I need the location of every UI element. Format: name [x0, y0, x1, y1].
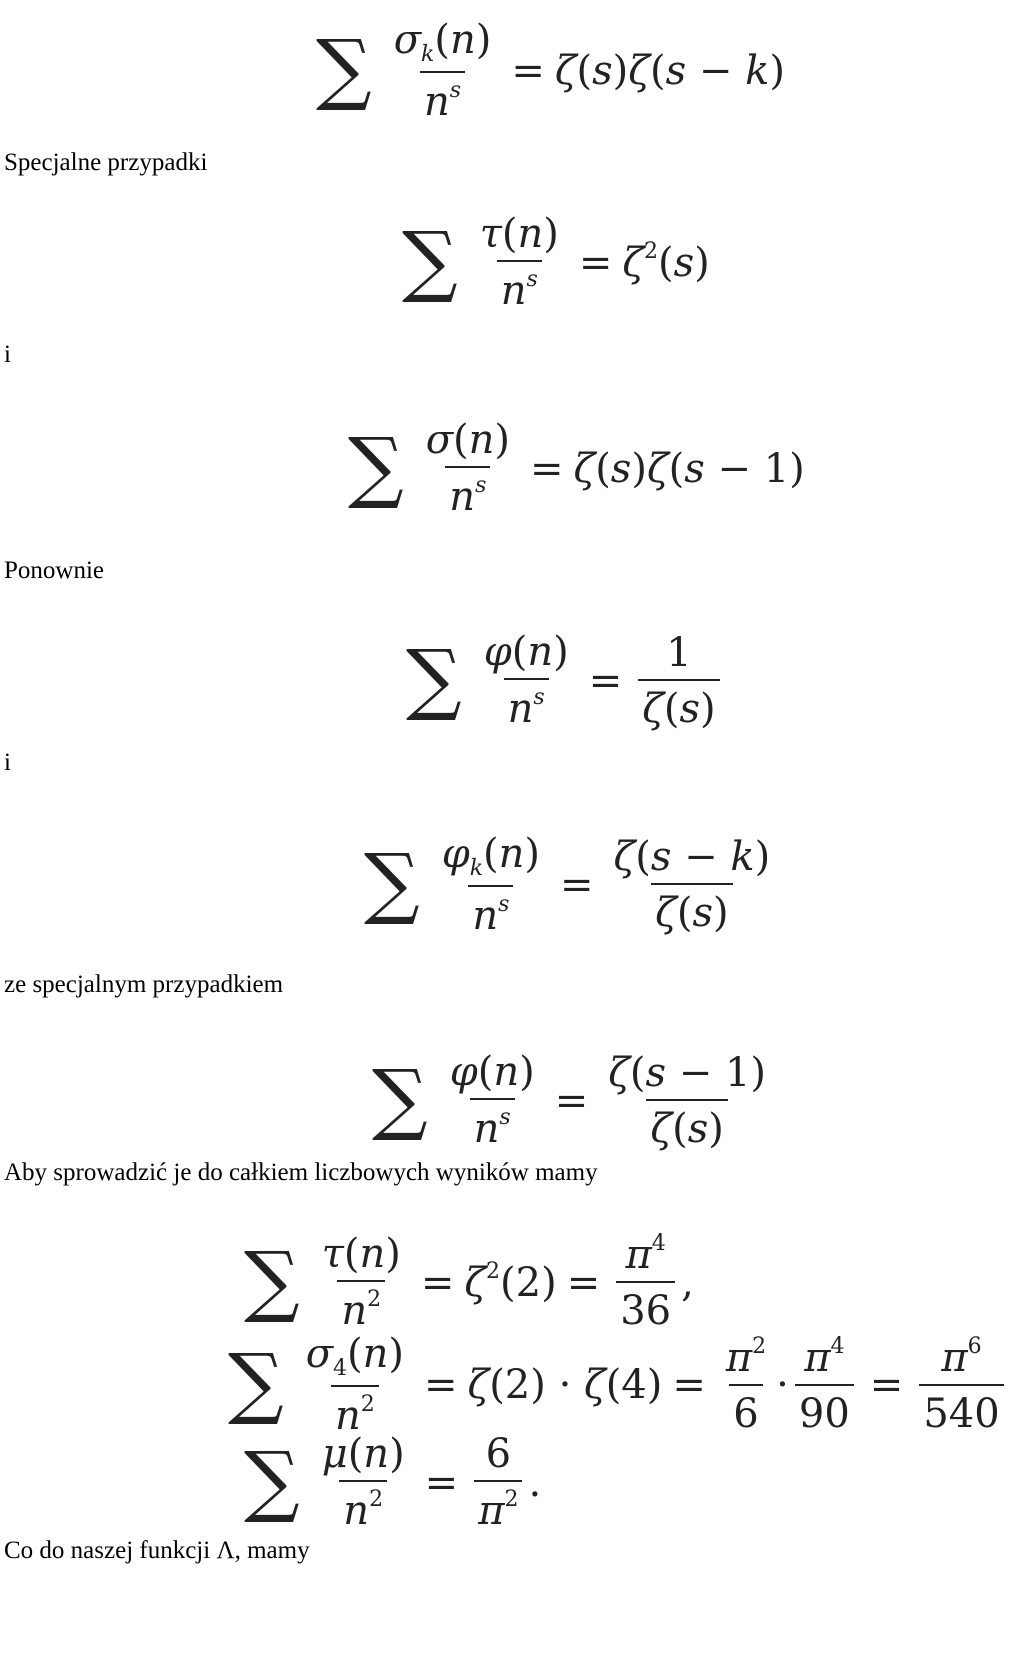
summation-icon: ∑ [402, 215, 458, 306]
equation-5: ∑ $\frac{\varphi_k(n)}{n^s}$ = $\frac{\zeta(s - k)}{\zeta(s)}$ [364, 832, 780, 938]
equation-3: ∑ $\frac{\sigma(n)}{n^s}$ = ζ(s)ζ(s − 1) [348, 417, 805, 520]
fraction: $\frac{\zeta(s - k)}{\zeta(s)}$ [613, 834, 771, 937]
fraction: $\frac{\mu(n)}{n^2}$ [321, 1431, 405, 1534]
paragraph-and-1: i [4, 341, 11, 368]
equation-9: ∑ $\frac{\mu(n)}{n^2}$ = $\frac{6}{\pi^2}$ . [244, 1431, 542, 1534]
fraction: $\frac{6}{\pi^2}$ [474, 1432, 522, 1533]
summation-icon: ∑ [316, 24, 372, 115]
fraction: $\frac{\pi^6}{540}$ [919, 1335, 1003, 1436]
summation-icon: ∑ [348, 421, 404, 512]
fraction: $\frac{1}{\zeta(s)}$ [638, 631, 719, 731]
fraction: $\frac{\sigma_k(n)}{n^s}$ [393, 17, 492, 126]
fraction: $\frac{\tau(n)}{n^2}$ [321, 1231, 401, 1334]
equation-7: ∑ $\frac{\tau(n)}{n^2}$ = $\zeta^2(2)$ = $\frac{\pi^4}{36}$ , [244, 1231, 694, 1334]
equation-2: ∑ $\frac{\tau(n)}{n^s}$ = $\zeta^2(s)$ [402, 211, 710, 314]
equation-8: ∑ $\frac{\sigma_4(n)}{n^2}$ = ζ(2) · ζ(4) = $\frac{\pi^2}{6}$ · $\frac{\pi^4}{90}$ = $\frac{\pi^6}{540}$ [228, 1332, 1010, 1438]
fraction: $\frac{\zeta(s - 1)}{\zeta(s)}$ [608, 1049, 767, 1152]
equation-4: ∑ $\frac{\varphi(n)}{n^s}$ = $\frac{1}{\zeta(s)}$ [406, 630, 726, 731]
summation-icon: ∑ [406, 633, 462, 724]
summation-icon: ∑ [228, 1338, 284, 1429]
fraction: $\frac{\sigma(n)}{n^s}$ [425, 417, 510, 520]
fraction: $\frac{\pi^4}{36}$ [616, 1232, 675, 1333]
fraction: $\frac{\pi^2}{6}$ [725, 1333, 767, 1437]
paragraph-lambda: Co do naszej funkcji Λ, mamy [4, 1537, 310, 1564]
fraction: $\frac{\pi^4}{90}$ [795, 1335, 854, 1436]
summation-icon: ∑ [372, 1053, 428, 1144]
fraction: $\frac{\varphi_k(n)}{n^s}$ [441, 831, 541, 940]
equation-6: ∑ $\frac{\varphi(n)}{n^s}$ = $\frac{\zeta(s - 1)}{\zeta(s)}$ [372, 1050, 776, 1151]
summation-icon: ∑ [244, 1435, 300, 1526]
paragraph-numeric-results: Aby sprowadzić je do całkiem liczbowych wyników mamy [4, 1159, 598, 1186]
fraction: $\frac{\sigma_4(n)}{n^2}$ [305, 1331, 404, 1440]
summation-icon: ∑ [244, 1235, 300, 1326]
paragraph-special-case: ze specjalnym przypadkiem [4, 971, 284, 998]
summation-icon: ∑ [364, 838, 420, 929]
fraction: $\frac{\varphi(n)}{n^s}$ [483, 629, 569, 732]
paragraph-again: Ponownie [4, 557, 104, 584]
paragraph-and-2: i [4, 749, 11, 776]
fraction: $\frac{\tau(n)}{n^s}$ [479, 211, 559, 314]
fraction: $\frac{\varphi(n)}{n^s}$ [449, 1049, 535, 1152]
paragraph-special-cases: Specjalne przypadki [4, 149, 208, 176]
equation-1: ∑ $\frac{\sigma_k(n)}{n^s}$ = ζ(s)ζ(s − k) [316, 17, 785, 126]
